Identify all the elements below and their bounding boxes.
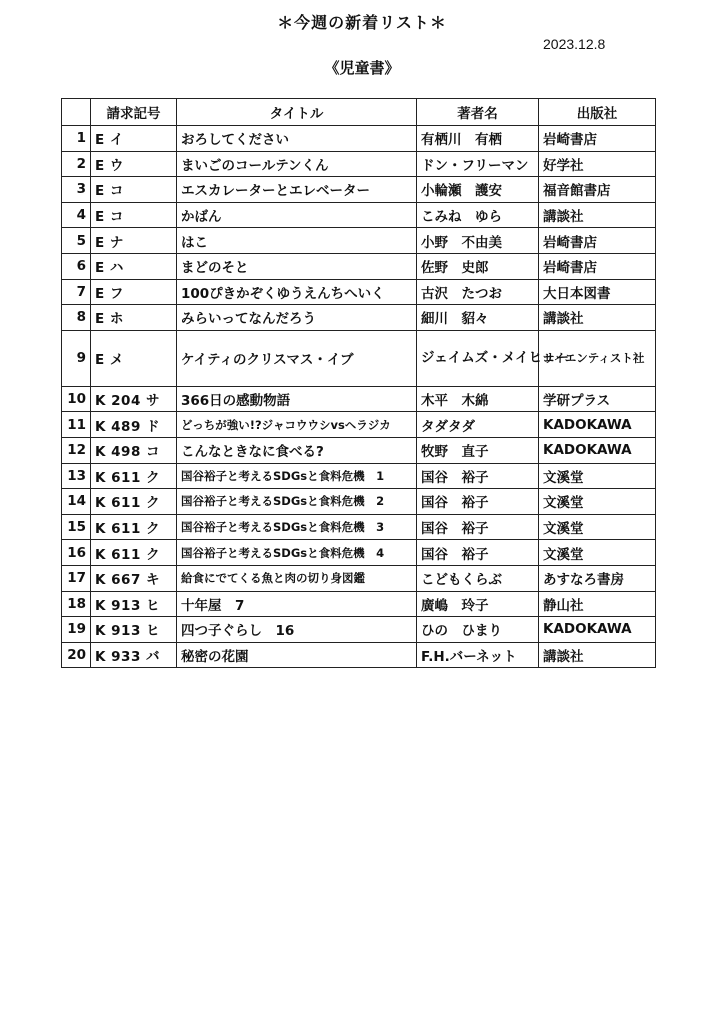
- author-name: 佐野 史郎: [417, 253, 539, 279]
- book-title: まいごのコールテンくん: [177, 151, 417, 177]
- author-name: 古沢 たつお: [417, 279, 539, 305]
- publisher-name: 文溪堂: [539, 514, 656, 540]
- table-row: [62, 591, 656, 617]
- row-number: 2: [62, 151, 91, 177]
- table-row: [62, 489, 656, 515]
- column-header-title: タイトル: [177, 99, 417, 126]
- table-row: [62, 228, 656, 254]
- row-number: 5: [62, 228, 91, 254]
- row-number: 3: [62, 177, 91, 203]
- publisher-name: 講談社: [539, 305, 656, 331]
- row-number: 11: [62, 412, 91, 438]
- publisher-name: KADOKAWA: [539, 437, 656, 463]
- publisher-name: 文溪堂: [539, 540, 656, 566]
- publisher-name: 福音館書店: [539, 177, 656, 203]
- call-number: K 204 サ: [91, 386, 177, 412]
- publisher-name: 岩崎書店: [539, 253, 656, 279]
- author-name: ひの ひまり: [417, 617, 539, 643]
- book-title: まどのそと: [177, 253, 417, 279]
- table-row: [62, 305, 656, 331]
- list-date: 2023.12.8: [543, 36, 606, 52]
- table-row: [62, 253, 656, 279]
- row-number: 17: [62, 565, 91, 591]
- table-row: [62, 463, 656, 489]
- table-row: [62, 540, 656, 566]
- author-name: ジェイムズ・メイヒュー: [417, 330, 539, 386]
- table-row: [62, 177, 656, 203]
- row-number: 13: [62, 463, 91, 489]
- author-name: 木平 木綿: [417, 386, 539, 412]
- call-number: K 913 ヒ: [91, 617, 177, 643]
- table-row: [62, 514, 656, 540]
- publisher-name: 文溪堂: [539, 463, 656, 489]
- call-number: K 611 ク: [91, 489, 177, 515]
- book-title: どっちが強い!?ジャコウウシvsヘラジカ: [177, 412, 417, 438]
- author-name: 有栖川 有栖: [417, 126, 539, 152]
- column-header-author: 著者名: [417, 99, 539, 126]
- publisher-name: KADOKAWA: [539, 617, 656, 643]
- row-number: 1: [62, 126, 91, 152]
- row-number: 18: [62, 591, 91, 617]
- call-number: K 933 バ: [91, 642, 177, 668]
- publisher-name: 学研プラス: [539, 386, 656, 412]
- table-row: [62, 386, 656, 412]
- call-number: E メ: [91, 330, 177, 386]
- page-title: ＊今週の新着リスト＊: [277, 13, 447, 32]
- row-number: 10: [62, 386, 91, 412]
- row-number: 12: [62, 437, 91, 463]
- table-row: [62, 565, 656, 591]
- new-arrivals-table: [61, 98, 656, 668]
- call-number: E フ: [91, 279, 177, 305]
- author-name: 国谷 裕子: [417, 540, 539, 566]
- call-number: K 611 ク: [91, 540, 177, 566]
- author-name: 国谷 裕子: [417, 463, 539, 489]
- call-number: K 498 コ: [91, 437, 177, 463]
- author-name: こみね ゆら: [417, 202, 539, 228]
- publisher-name: 静山社: [539, 591, 656, 617]
- book-title: 国谷裕子と考えるSDGsと食料危機 1: [177, 463, 417, 489]
- author-name: 国谷 裕子: [417, 514, 539, 540]
- row-number: 7: [62, 279, 91, 305]
- table-row: [62, 126, 656, 152]
- publisher-name: 文溪堂: [539, 489, 656, 515]
- publisher-name: サイエンティスト社: [539, 330, 656, 386]
- publisher-name: あすなろ書房: [539, 565, 656, 591]
- book-title: ケイティのクリスマス・イブ: [177, 330, 417, 386]
- book-title: 秘密の花園: [177, 642, 417, 668]
- call-number: K 913 ヒ: [91, 591, 177, 617]
- table-header-row: [62, 99, 656, 126]
- book-title: はこ: [177, 228, 417, 254]
- book-title: 給食にでてくる魚と肉の切り身図鑑: [177, 565, 417, 591]
- book-title: 366日の感動物語: [177, 386, 417, 412]
- call-number: E ホ: [91, 305, 177, 331]
- publisher-name: 講談社: [539, 642, 656, 668]
- publisher-name: 岩崎書店: [539, 126, 656, 152]
- row-number: 4: [62, 202, 91, 228]
- book-title: おろしてください: [177, 126, 417, 152]
- row-number: 19: [62, 617, 91, 643]
- call-number: E ウ: [91, 151, 177, 177]
- publisher-name: 岩崎書店: [539, 228, 656, 254]
- book-title: 国谷裕子と考えるSDGsと食料危機 4: [177, 540, 417, 566]
- author-name: 国谷 裕子: [417, 489, 539, 515]
- row-number: 20: [62, 642, 91, 668]
- book-title: 四つ子ぐらし 16: [177, 617, 417, 643]
- row-number: 15: [62, 514, 91, 540]
- book-title: 十年屋 7: [177, 591, 417, 617]
- table-row: [62, 412, 656, 438]
- call-number: E ハ: [91, 253, 177, 279]
- author-name: 小輪瀬 護安: [417, 177, 539, 203]
- author-name: こどもくらぶ: [417, 565, 539, 591]
- row-number: 14: [62, 489, 91, 515]
- call-number: K 611 ク: [91, 463, 177, 489]
- table-row: [62, 617, 656, 643]
- publisher-name: 好学社: [539, 151, 656, 177]
- category-heading: 《児童書》: [324, 59, 400, 77]
- author-name: 小野 不由美: [417, 228, 539, 254]
- book-title: かばん: [177, 202, 417, 228]
- table-row: [62, 437, 656, 463]
- row-number: 6: [62, 253, 91, 279]
- book-title: 国谷裕子と考えるSDGsと食料危機 3: [177, 514, 417, 540]
- book-title: 100ぴきかぞくゆうえんちへいく: [177, 279, 417, 305]
- publisher-name: 講談社: [539, 202, 656, 228]
- book-title: 国谷裕子と考えるSDGsと食料危機 2: [177, 489, 417, 515]
- row-number: 9: [62, 330, 91, 386]
- call-number: E ナ: [91, 228, 177, 254]
- call-number: K 667 キ: [91, 565, 177, 591]
- column-header-number: [62, 99, 91, 126]
- author-name: 廣嶋 玲子: [417, 591, 539, 617]
- call-number: K 611 ク: [91, 514, 177, 540]
- table-row: [62, 151, 656, 177]
- call-number: E コ: [91, 177, 177, 203]
- table-row: [62, 642, 656, 668]
- author-name: F.H.バーネット: [417, 642, 539, 668]
- column-header-call-number: 請求記号: [91, 99, 177, 126]
- author-name: 細川 貂々: [417, 305, 539, 331]
- author-name: ドン・フリーマン: [417, 151, 539, 177]
- row-number: 8: [62, 305, 91, 331]
- table-row: [62, 330, 656, 386]
- book-title: こんなときなに食べる?: [177, 437, 417, 463]
- call-number: E イ: [91, 126, 177, 152]
- call-number: E コ: [91, 202, 177, 228]
- author-name: 牧野 直子: [417, 437, 539, 463]
- row-number: 16: [62, 540, 91, 566]
- book-title: みらいってなんだろう: [177, 305, 417, 331]
- publisher-name: 大日本図書: [539, 279, 656, 305]
- author-name: タダタダ: [417, 412, 539, 438]
- book-title: エスカレーターとエレベーター: [177, 177, 417, 203]
- publisher-name: KADOKAWA: [539, 412, 656, 438]
- column-header-publisher: 出版社: [539, 99, 656, 126]
- table-row: [62, 202, 656, 228]
- call-number: K 489 ド: [91, 412, 177, 438]
- table-row: [62, 279, 656, 305]
